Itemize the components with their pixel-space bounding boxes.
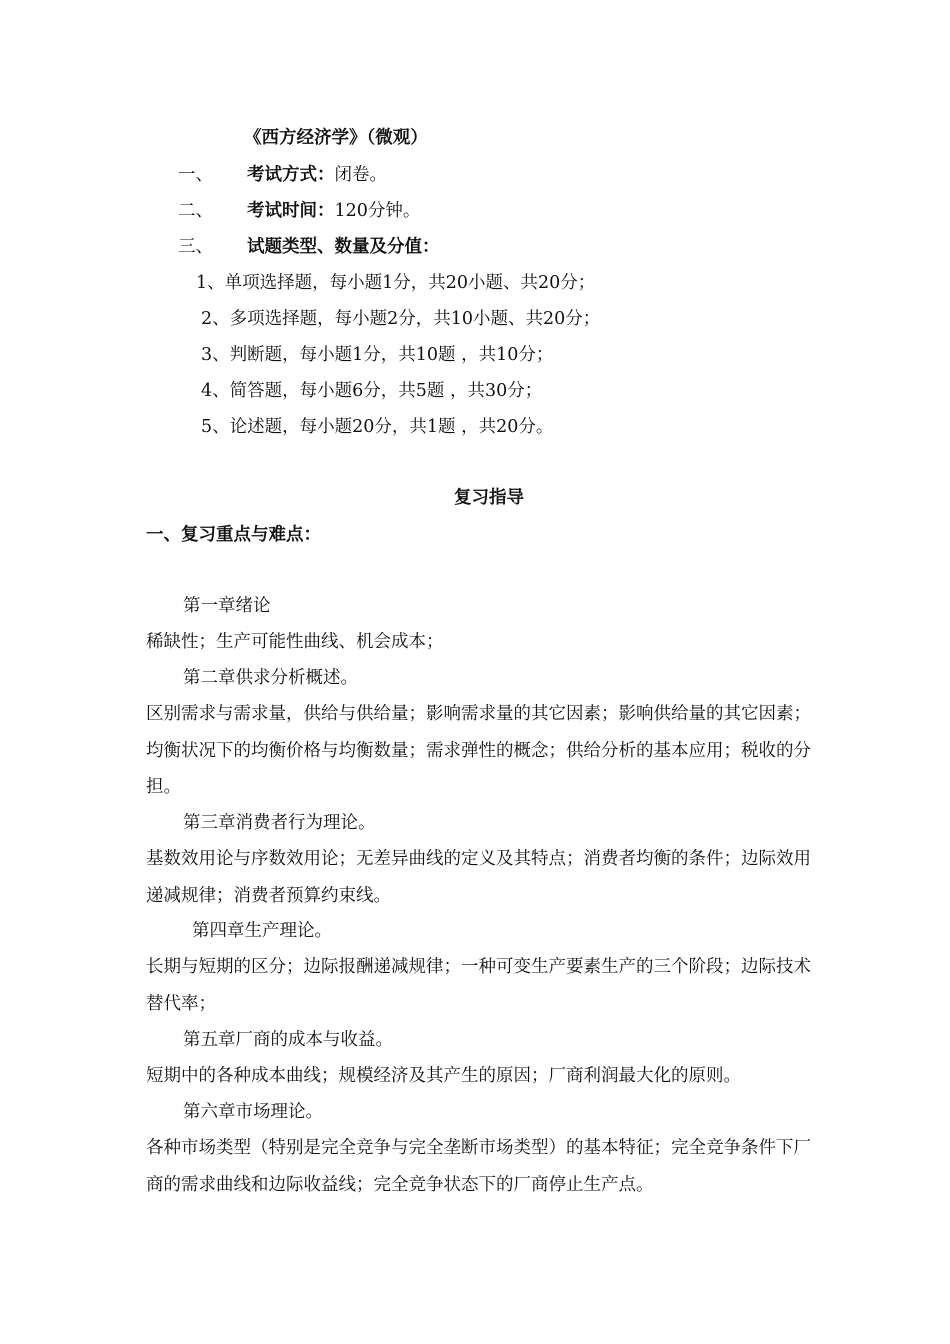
chapter-title: 第一章绪论 xyxy=(183,596,271,616)
chapter-title: 第二章供求分析概述。 xyxy=(183,668,358,688)
chapter-content: 长期与短期的区分；边际报酬递减规律；一种可变生产要素生产的三个阶段；边际技术替代率； xyxy=(146,957,811,1014)
item-label: 考试时间： xyxy=(247,201,335,221)
chapter-content: 区别需求与需求量，供给与供给量；影响需求量的其它因素；影响供给量的其它因素；均衡状况下的均衡价格与均衡数量；需求弹性的概念；供给分析的基本应用；税收的分担。 xyxy=(146,704,811,797)
chapter-content: 短期中的各种成本曲线；规模经济及其产生的原因；厂商利润最大化的原则。 xyxy=(146,1066,741,1086)
chapter-content: 各种市场类型（特别是完全竞争与完全垄断市场类型）的基本特征；完全竞争条件下厂商的需求曲线和边际收益线；完全竞争状态下的厂商停止生产点。 xyxy=(146,1138,811,1195)
section-heading: 一、复习重点与难点： xyxy=(146,525,321,545)
item-number: 三、 xyxy=(178,237,213,257)
chapter-title: 第四章生产理论。 xyxy=(192,921,332,941)
question-type-5: 5、论述题，每小题20分，共1题 ，共20分。 xyxy=(201,417,554,437)
item-label: 考试方式： xyxy=(247,165,335,185)
question-type-3: 3、判断题，每小题1分，共10题 ，共10分； xyxy=(201,345,554,365)
question-type-4: 4、简答题，每小题6分，共5题 ，共30分； xyxy=(201,381,543,401)
item-number: 二、 xyxy=(178,201,213,221)
chapter-title: 第五章厂商的成本与收益。 xyxy=(183,1030,393,1050)
exam-item-method xyxy=(178,163,387,187)
exam-item-time xyxy=(178,199,420,223)
document-title: 《西方经济学》（微观） xyxy=(244,128,428,148)
guide-heading: 复习指导 xyxy=(454,488,524,508)
item-label: 试题类型、数量及分值： xyxy=(247,237,440,257)
question-type-1: 1、单项选择题，每小题1分，共20小题、共20分； xyxy=(196,273,596,293)
question-type-2: 2、多项选择题，每小题2分，共10小题、共20分； xyxy=(201,309,601,329)
chapter-title: 第六章市场理论。 xyxy=(183,1102,323,1122)
chapter-content: 稀缺性；生产可能性曲线、机会成本； xyxy=(146,632,444,652)
exam-item-types xyxy=(178,235,440,259)
chapter-title: 第三章消费者行为理论。 xyxy=(183,813,376,833)
chapter-content: 基数效用论与序数效用论；无差异曲线的定义及其特点；消费者均衡的条件；边际效用递减规律；消费者预算约束线。 xyxy=(146,849,811,906)
item-number: 一、 xyxy=(178,165,213,185)
item-value: 闭卷。 xyxy=(334,165,387,185)
item-value: 120分钟。 xyxy=(334,201,421,221)
